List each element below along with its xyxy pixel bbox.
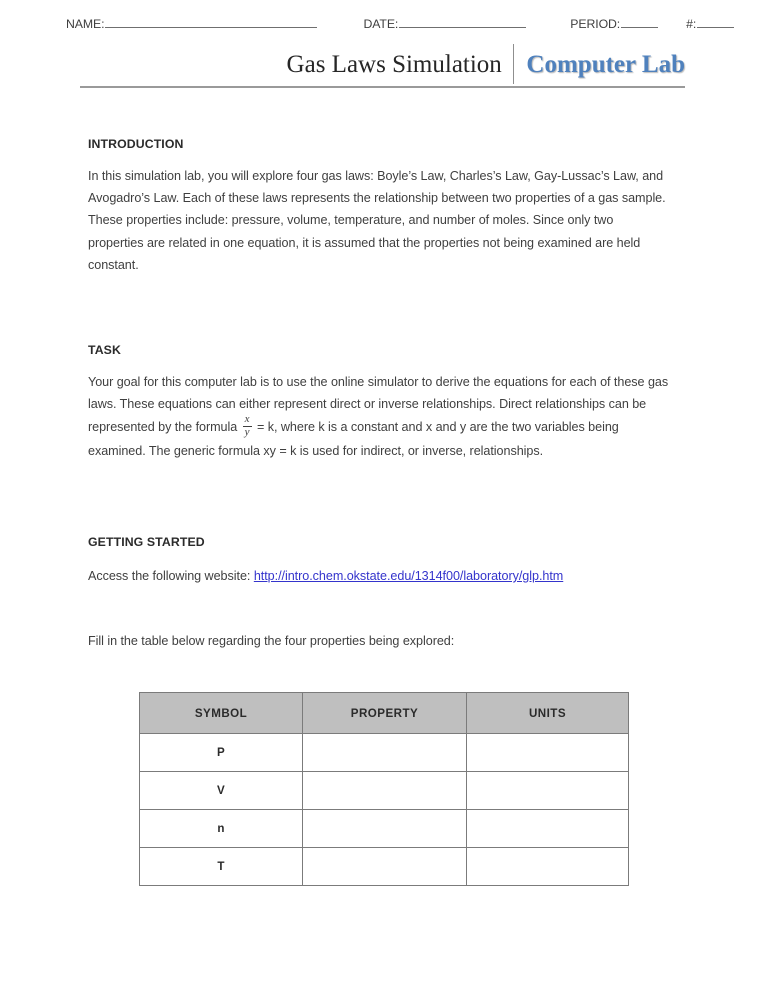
- name-blank-line[interactable]: [105, 16, 317, 28]
- introduction-paragraph: In this simulation lab, you will explore four gas laws: Boyle’s Law, Charles’s Law, Gay-Lussac’s Law, and Avogadro’s Law. Each of these laws represents the relationship between two properties of a gas sample. These properties include: pressure, volume, temperature, and number of moles. Since only two properties are related in one equation, it is assumed that the properties not being examined are held constant.: [88, 169, 666, 272]
- number-field[interactable]: [686, 16, 734, 31]
- cell-units[interactable]: [467, 734, 629, 772]
- cell-units[interactable]: [467, 772, 629, 810]
- website-access-line: [88, 565, 563, 587]
- table-header-row: [140, 693, 629, 734]
- cell-symbol: V: [140, 772, 303, 810]
- cell-symbol: n: [140, 810, 303, 848]
- fill-table-instruction: Fill in the table below regarding the four properties being explored:: [88, 634, 455, 648]
- student-info-row: [66, 16, 702, 34]
- page-title: Gas Laws Simulation: [286, 50, 502, 78]
- table-row: [140, 848, 629, 886]
- access-text: Access the following website:: [88, 569, 254, 583]
- properties-table: [139, 692, 629, 886]
- cell-property[interactable]: [303, 848, 467, 886]
- date-blank-line[interactable]: [399, 16, 526, 28]
- period-field[interactable]: [570, 16, 658, 31]
- cell-symbol: T: [140, 848, 303, 886]
- fraction-denominator: y: [244, 425, 250, 438]
- cell-units[interactable]: [467, 848, 629, 886]
- task-heading: TASK: [88, 343, 121, 357]
- date-label: DATE:: [363, 17, 399, 31]
- table-row: [140, 772, 629, 810]
- column-header-units: UNITS: [467, 693, 629, 734]
- name-label: NAME:: [66, 17, 105, 31]
- cell-property[interactable]: [303, 810, 467, 848]
- fraction-numerator: x: [244, 413, 250, 426]
- column-header-property: PROPERTY: [303, 693, 467, 734]
- simulator-link[interactable]: http://intro.chem.okstate.edu/1314f00/laboratory/glp.htm: [253, 569, 564, 583]
- period-blank-line[interactable]: [621, 16, 658, 28]
- column-header-symbol: SYMBOL: [140, 693, 303, 734]
- cell-property[interactable]: [303, 734, 467, 772]
- task-text-before-formula: Your goal for this computer lab is to use the online simulator to derive the equations for each of these gas laws. These equations can either represent direct or inverse relationships. Direct relationships can be represented by the formula: [88, 375, 669, 435]
- document-title-block: [80, 44, 685, 88]
- task-paragraph: [88, 371, 670, 462]
- table-row: [140, 810, 629, 848]
- title-inner: [287, 44, 685, 84]
- title-accent: Computer Lab: [526, 50, 685, 78]
- name-field[interactable]: [66, 16, 317, 31]
- introduction-heading: INTRODUCTION: [88, 137, 184, 151]
- date-field[interactable]: [363, 16, 526, 31]
- title-underline-rule: [80, 86, 685, 88]
- task-text-after-formula: = k, where k is a constant and x and y are the two variables being examined. The generic formula xy = k is used for indirect, or inverse, relationships.: [88, 420, 619, 458]
- cell-property[interactable]: [303, 772, 467, 810]
- fraction-x-over-y: [243, 414, 252, 438]
- getting-started-heading: GETTING STARTED: [88, 535, 205, 549]
- table-row: [140, 734, 629, 772]
- period-label: PERIOD:: [570, 17, 621, 31]
- number-blank-line[interactable]: [697, 16, 734, 28]
- cell-symbol: P: [140, 734, 303, 772]
- number-label: #:: [686, 17, 697, 31]
- cell-units[interactable]: [467, 810, 629, 848]
